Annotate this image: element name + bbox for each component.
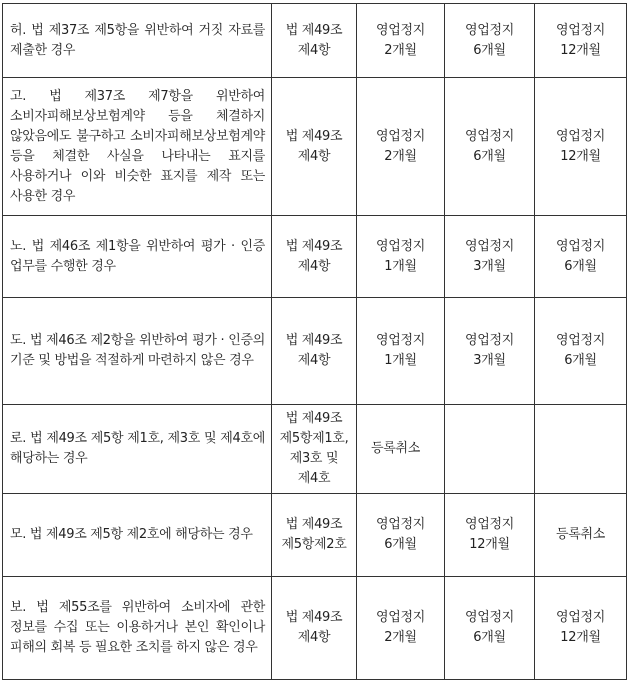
penalty-first — [357, 298, 445, 405]
penalty-line: 영업정지 — [464, 238, 515, 254]
legal-basis-line: 법 제49조 — [285, 22, 343, 38]
legal-basis — [272, 216, 357, 298]
penalty-first — [357, 78, 445, 216]
violation-description: 보. 법 제55조를 위반하여 소비자에 관한 정보를 수집 또는 이용하거나 본인 확인이나 피해의 회복 등 필요한 조치를 하지 않은 경우 — [3, 577, 272, 680]
penalty-line: 영업정지 — [555, 333, 606, 348]
penalty-third — [535, 216, 627, 298]
penalty-second — [445, 298, 535, 405]
penalty-third — [535, 298, 627, 405]
penalty-line: 영업정지 — [555, 22, 606, 38]
penalty-third — [535, 577, 627, 680]
violation-description: 로. 법 제49조 제5항 제1호, 제3호 및 제4호에 해당하는 경우 — [3, 405, 272, 494]
table-row — [3, 298, 627, 405]
legal-basis — [272, 78, 357, 216]
penalty-line: 등록취소 — [371, 441, 421, 456]
legal-basis — [272, 4, 357, 78]
penalty-line: 영업정지 — [464, 333, 515, 348]
legal-basis-line: 제4항 — [297, 630, 331, 645]
legal-basis — [272, 405, 357, 494]
penalty-line: 12개월 — [469, 537, 510, 552]
violation-description: 고. 법 제37조 제7항을 위반하여 소비자피해보상보험계약 등을 체결하지 않았음에도 불구하고 소비자피해보상보험계약 등을 체결한 사실을 나타내는 표지를 사용하거나 이와 비슷한 표지를 제작 또는 사용한 경우 — [3, 78, 272, 216]
penalty-line: 영업정지 — [375, 238, 426, 254]
table-row — [3, 4, 627, 78]
penalty-line: 영업정지 — [555, 238, 606, 254]
legal-basis-line: 제4호 — [297, 471, 331, 486]
legal-basis — [272, 298, 357, 405]
penalty-line: 6개월 — [564, 258, 597, 274]
table-row — [3, 216, 627, 298]
penalty-second — [445, 494, 535, 577]
legal-basis-line: 제5항제2호 — [281, 537, 347, 552]
legal-basis-line: 제4항 — [297, 353, 331, 368]
table-row — [3, 494, 627, 577]
penalty-line: 6개월 — [384, 537, 417, 552]
violation-description: 허. 법 제37조 제5항을 위반하여 거짓 자료를 제출한 경우 — [3, 4, 272, 78]
penalty-line: 1개월 — [384, 353, 417, 368]
legal-basis-line: 법 제49조 — [285, 238, 343, 254]
penalty-first — [357, 405, 445, 494]
penalty-line: 영업정지 — [555, 128, 606, 144]
legal-basis — [272, 577, 357, 680]
legal-basis-line: 제5항제1호, — [279, 431, 349, 446]
penalty-second — [445, 216, 535, 298]
legal-basis-line: 제4항 — [297, 258, 331, 274]
table-row — [3, 577, 627, 680]
penalty-second — [445, 78, 535, 216]
table-row — [3, 78, 627, 216]
table-row — [3, 405, 627, 494]
penalty-line: 영업정지 — [464, 22, 515, 38]
legal-basis-line: 법 제49조 — [285, 411, 343, 426]
legal-basis-line: 제4항 — [297, 148, 331, 164]
legal-basis-line: 제4항 — [297, 42, 331, 58]
violation-description: 모. 법 제49조 제5항 제2호에 해당하는 경우 — [3, 494, 272, 577]
legal-basis-line: 법 제49조 — [285, 333, 343, 348]
penalty-line: 6개월 — [564, 353, 597, 368]
penalty-line: 1개월 — [384, 258, 417, 274]
penalty-line: 2개월 — [384, 42, 417, 58]
penalty-third — [535, 4, 627, 78]
penalty-first — [357, 494, 445, 577]
penalty-line: 2개월 — [384, 630, 417, 645]
legal-basis-line: 법 제49조 — [285, 128, 343, 144]
penalty-line: 영업정지 — [464, 610, 515, 625]
penalty-line: 영업정지 — [555, 610, 606, 625]
penalty-line: 12개월 — [560, 148, 601, 164]
penalty-line: 영업정지 — [464, 517, 515, 532]
penalty-line: 영업정지 — [375, 517, 426, 532]
legal-basis-line: 법 제49조 — [285, 610, 343, 625]
penalty-line: 등록취소 — [555, 527, 606, 542]
penalty-line: 3개월 — [473, 258, 506, 274]
violation-description: 도. 법 제46조 제2항을 위반하여 평가 · 인증의 기준 및 방법을 적절하게 마련하지 않은 경우 — [3, 298, 272, 405]
penalty-second — [445, 577, 535, 680]
penalty-line: 6개월 — [473, 148, 506, 164]
penalty-line: 12개월 — [560, 42, 601, 58]
legal-basis-line: 제3호 및 — [289, 451, 339, 466]
penalty-line: 영업정지 — [375, 128, 426, 144]
violation-description: 노. 법 제46조 제1항을 위반하여 평가 · 인증 업무를 수행한 경우 — [3, 216, 272, 298]
penalty-third — [535, 494, 627, 577]
penalty-line: 2개월 — [384, 148, 417, 164]
penalty-line: 영업정지 — [464, 128, 515, 144]
penalty-table — [2, 3, 627, 680]
legal-basis — [272, 494, 357, 577]
penalty-line: 영업정지 — [375, 333, 426, 348]
penalty-second — [445, 405, 535, 494]
penalty-third — [535, 405, 627, 494]
penalty-first — [357, 4, 445, 78]
penalty-first — [357, 216, 445, 298]
penalty-line: 영업정지 — [375, 22, 426, 38]
penalty-third — [535, 78, 627, 216]
penalty-line: 3개월 — [473, 353, 506, 368]
penalty-line: 영업정지 — [375, 610, 426, 625]
penalty-second — [445, 4, 535, 78]
penalty-line: 6개월 — [473, 630, 506, 645]
penalty-line: 12개월 — [560, 630, 601, 645]
penalty-first — [357, 577, 445, 680]
legal-basis-line: 법 제49조 — [285, 517, 343, 532]
penalty-line: 6개월 — [473, 42, 506, 58]
